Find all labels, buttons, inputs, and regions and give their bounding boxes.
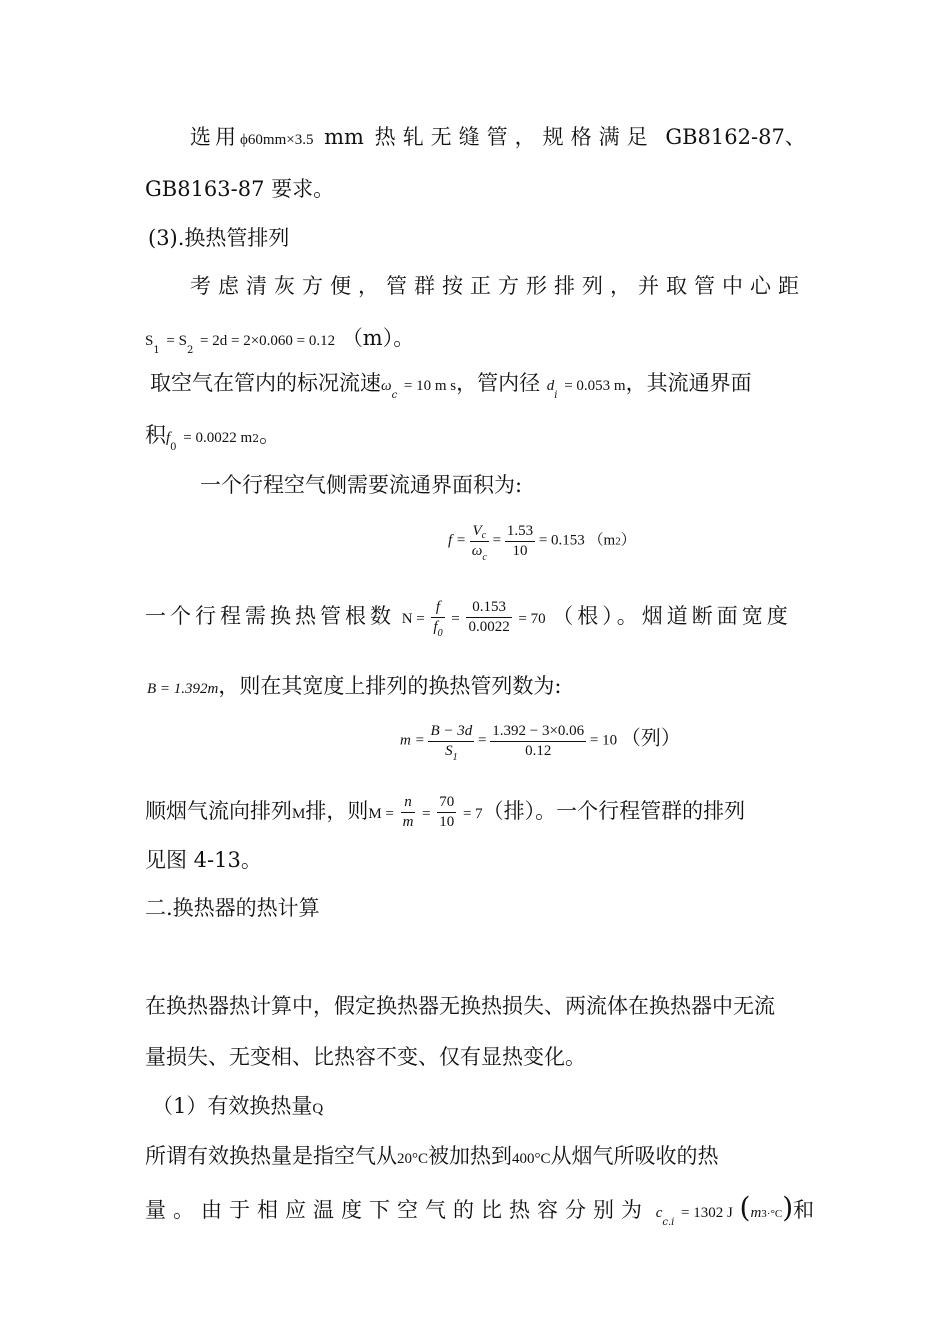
- paragraph-line-5: [145, 423, 281, 453]
- math-subscript: c.i: [662, 1217, 675, 1228]
- math-expression: =: [451, 610, 460, 627]
- paragraph-line-3: 考虑清灰方便，管群按正方形排列，并取管中心距: [190, 274, 806, 298]
- math-expression: ·°C: [766, 1208, 783, 1220]
- fraction-numerator: $V_c$: [470, 522, 489, 542]
- fraction-denominator: 0.12: [525, 742, 552, 759]
- fraction: [437, 793, 456, 832]
- text-fragment: ，管内径: [456, 371, 541, 395]
- math-superscript: 2: [252, 432, 260, 445]
- math-superscript: 3: [761, 1208, 767, 1220]
- text-fragment: 所谓有效换热量是指空气从: [145, 1144, 397, 1168]
- fraction-denominator: 10: [512, 542, 528, 559]
- text-fragment: 被加热到: [428, 1144, 513, 1168]
- math-expression: B = 1.392m: [147, 681, 219, 697]
- math-expression: = 7: [462, 805, 483, 822]
- math-symbol: S: [145, 333, 154, 349]
- section-heading-2: 二.换热器的热计算: [145, 896, 320, 920]
- section-heading-3: (3).换热管排列: [148, 226, 290, 250]
- math-superscript: 2: [615, 535, 621, 548]
- unit-text: （m）。: [341, 326, 415, 350]
- text-fragment: （根）。烟道断面宽度: [552, 603, 792, 628]
- paren-close: ): [782, 1191, 794, 1224]
- unit-text: ）: [620, 532, 636, 549]
- unit-text: （m: [588, 532, 616, 549]
- text-fragment: 选用: [190, 125, 240, 149]
- fraction-denominator: $\omega_c$: [471, 542, 487, 563]
- tube-count-line: [145, 598, 792, 637]
- paragraph-line-4: [150, 371, 752, 401]
- math-expression: = 2d = 2×0.060 = 0.12: [200, 333, 336, 349]
- math-symbol: M: [292, 805, 306, 822]
- paragraph-line-6: 一个行程空气侧需要流通界面积为:: [200, 473, 523, 497]
- text-fragment: 取空气在管内的标况流速: [150, 371, 381, 395]
- text-fragment: （1）有效换热量: [152, 1094, 313, 1118]
- paragraph-line-9: 在换热器热计算中，假定换热器无换热损失、两流体在换热器中无流: [145, 994, 775, 1018]
- fraction-numerator: 1.392 − 3×0.06: [490, 722, 586, 742]
- fraction-numerator: B − 3d: [428, 722, 474, 742]
- fraction: [466, 598, 511, 637]
- math-symbol: f: [166, 430, 171, 446]
- math-expression: = S: [166, 333, 187, 349]
- flow-area-equation: [448, 522, 636, 561]
- text-fragment: 量。由于相应温度下空气的比热容分别为: [145, 1198, 649, 1222]
- text-fragment: （排）。一个行程管群的排列: [482, 798, 746, 823]
- math-expression: = 0.0022 m: [183, 430, 253, 446]
- math-subscript: 1: [153, 345, 160, 356]
- fraction-denominator: $f_0$: [433, 618, 443, 639]
- pipe-spec-math: ϕ60mm×3.5: [240, 132, 314, 148]
- paragraph-line-11: [145, 1146, 719, 1167]
- math-expression: =: [422, 805, 431, 822]
- math-expression: = 0.053 m: [564, 378, 626, 394]
- unit-text: mm: [324, 125, 364, 149]
- unit-text: （列）: [620, 727, 681, 750]
- math-expression: = 10: [589, 732, 618, 749]
- fraction-numerator: 1.53: [505, 522, 535, 542]
- math-expression: N =: [401, 610, 425, 627]
- math-symbol: m: [750, 1205, 762, 1221]
- fraction: [490, 722, 586, 761]
- standard-code: GB8162-87、: [665, 125, 806, 149]
- section-heading-4: [152, 1096, 323, 1117]
- math-expression: = 1302 J: [681, 1205, 733, 1221]
- fraction-numerator: n: [401, 793, 416, 813]
- math-symbol: d: [546, 378, 555, 394]
- math-expression: =: [492, 532, 502, 549]
- paragraph-line-8: 见图 4-13。: [145, 848, 262, 872]
- text-fragment: 和: [793, 1198, 815, 1222]
- text-fragment: ，其流通界面: [625, 371, 752, 395]
- fraction-denominator: 10: [439, 813, 455, 830]
- fraction: [428, 722, 474, 761]
- paragraph-line-1: [190, 127, 806, 148]
- column-count-equation: [400, 722, 681, 761]
- temperature-value: 400°C: [512, 1151, 551, 1167]
- text-fragment: 积: [145, 423, 166, 447]
- text-fragment: ，则在其宽度上排列的换热管列数为:: [218, 674, 562, 698]
- fraction: [505, 522, 535, 561]
- math-subscript: 2: [186, 345, 194, 356]
- fraction-denominator: $S_1$: [445, 742, 458, 763]
- math-symbol: ω: [381, 378, 392, 394]
- math-symbol: Q: [312, 1101, 324, 1117]
- fraction-denominator: m: [402, 813, 414, 830]
- math-expression: =: [478, 732, 487, 749]
- math-expression: = 10 m s: [403, 378, 457, 394]
- fraction-numerator: 0.153: [466, 598, 511, 618]
- math-expression: f =: [448, 532, 467, 549]
- fraction-denominator: 0.0022: [468, 618, 510, 635]
- fraction-numerator: f: [431, 598, 444, 618]
- text-fragment: 顺烟气流向排列: [145, 798, 292, 823]
- math-expression: m =: [400, 732, 425, 749]
- paragraph-line-7: [147, 676, 561, 697]
- math-expression: = 0.153: [538, 532, 585, 549]
- math-subscript: c: [391, 390, 398, 401]
- paren-open: (: [739, 1191, 751, 1224]
- math-symbol: c: [655, 1205, 663, 1221]
- fraction-numerator: 70: [437, 793, 456, 813]
- text-fragment: 一个行程需换热管根数: [145, 603, 395, 628]
- text-fragment: 热轧无缝管，规格满足: [374, 125, 655, 149]
- paragraph-line-2: GB8163-87 要求。: [145, 177, 335, 201]
- math-subscript: 0: [170, 442, 177, 453]
- math-expression: M =: [368, 805, 394, 822]
- fraction: [470, 522, 489, 561]
- fraction: [401, 793, 416, 832]
- paragraph-line-12: [145, 1191, 815, 1228]
- fraction: [431, 598, 444, 637]
- paragraph-line-10: 量损失、无变相、比热容不变、仅有显热变化。: [145, 1045, 586, 1069]
- temperature-value: 20°C: [397, 1151, 429, 1167]
- math-subscript: i: [554, 390, 558, 401]
- math-expression: = 70: [518, 610, 546, 627]
- text-fragment: 从烟气所吸收的热: [550, 1144, 719, 1168]
- text-fragment: 。: [259, 423, 281, 447]
- text-fragment: 排，则: [305, 798, 369, 823]
- row-count-line: [145, 793, 745, 832]
- spacing-equation-line: [145, 326, 415, 356]
